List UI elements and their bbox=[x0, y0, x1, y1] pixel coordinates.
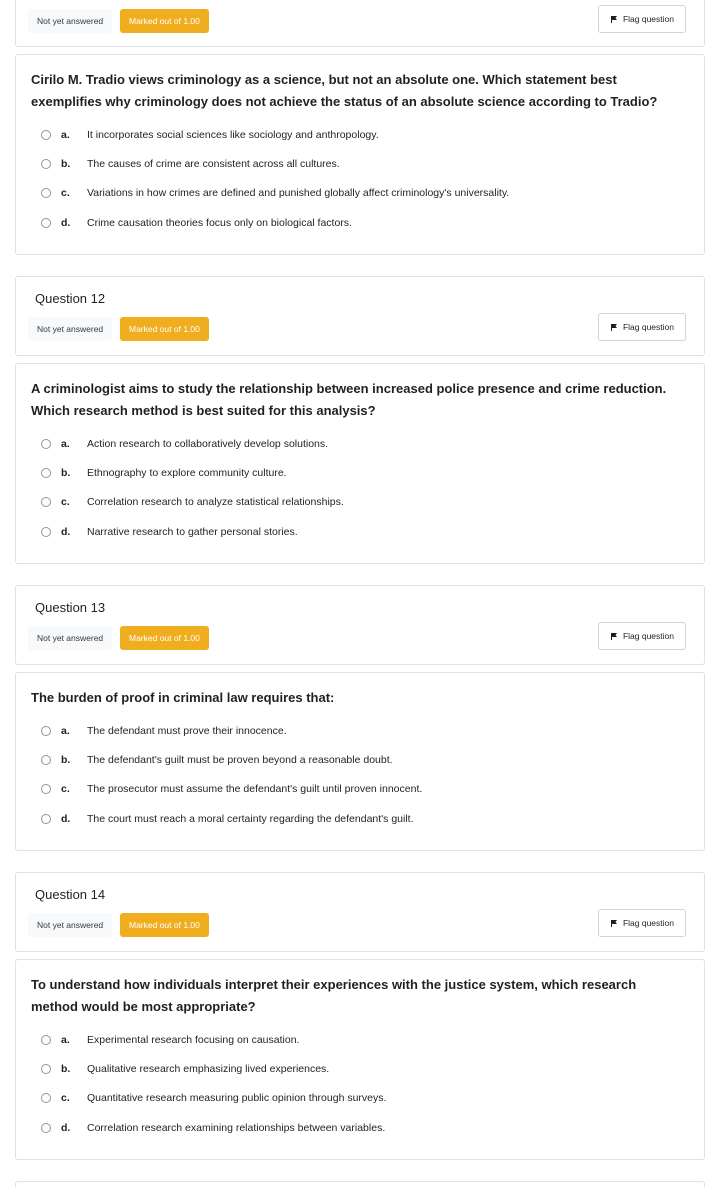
flag-question-label: Flag question bbox=[622, 918, 674, 928]
radio-button[interactable] bbox=[41, 218, 51, 228]
option-text[interactable]: The court must reach a moral certainty regarding the defendant's guilt. bbox=[87, 812, 414, 825]
option-text[interactable]: Correlation research examining relationships between variables. bbox=[87, 1121, 386, 1134]
option-letter: d. bbox=[61, 216, 71, 229]
question-mark-badge: Marked out of 1.00 bbox=[120, 913, 209, 937]
question-content-card bbox=[15, 672, 705, 851]
flag-question-button[interactable] bbox=[598, 313, 686, 341]
answer-options bbox=[41, 716, 686, 833]
answer-option-b[interactable] bbox=[41, 458, 686, 487]
option-text[interactable]: The defendant's guilt must be proven beyond a reasonable doubt. bbox=[87, 753, 393, 766]
question-number: Question 12 bbox=[35, 291, 106, 306]
radio-button[interactable] bbox=[41, 755, 51, 765]
question-number: Question 14 bbox=[35, 887, 106, 902]
option-letter: a. bbox=[61, 128, 70, 141]
radio-button[interactable] bbox=[41, 159, 51, 169]
radio-button[interactable] bbox=[41, 1035, 51, 1045]
flag-icon bbox=[611, 16, 617, 23]
answer-options bbox=[41, 1025, 686, 1142]
radio-button[interactable] bbox=[41, 130, 51, 140]
option-text[interactable]: The prosecutor must assume the defendant's guilt until proven innocent. bbox=[87, 783, 423, 796]
answer-options bbox=[41, 120, 686, 237]
radio-button[interactable] bbox=[41, 1093, 51, 1103]
answer-option-d[interactable] bbox=[41, 208, 686, 237]
answer-option-b[interactable] bbox=[41, 149, 686, 178]
question-text: Cirilo M. Tradio views criminology as a science, but not an absolute one. Which statement best exemplifies why criminology does not achieve the status of an absolute science according to Tradio? bbox=[31, 72, 658, 109]
answer-option-b[interactable] bbox=[41, 745, 686, 774]
flag-question-label: Flag question bbox=[622, 14, 674, 24]
option-letter: d. bbox=[61, 812, 71, 825]
question-content-card bbox=[15, 363, 705, 564]
option-text[interactable]: Action research to collaboratively develop solutions. bbox=[87, 437, 329, 450]
flag-icon bbox=[611, 324, 617, 331]
option-letter: d. bbox=[61, 1121, 71, 1134]
question-content-card bbox=[15, 959, 705, 1160]
question-mark-badge: Marked out of 1.00 bbox=[120, 9, 209, 33]
option-letter: a. bbox=[61, 1033, 70, 1046]
question-state-badge: Not yet answered bbox=[28, 913, 112, 937]
question-state-badge: Not yet answered bbox=[28, 317, 112, 341]
option-letter: c. bbox=[61, 1092, 70, 1105]
answer-option-d[interactable] bbox=[41, 804, 686, 833]
question-content-card bbox=[15, 54, 705, 255]
flag-question-button[interactable] bbox=[598, 622, 686, 650]
option-letter: a. bbox=[61, 724, 70, 737]
option-letter: b. bbox=[61, 157, 71, 170]
answer-option-a[interactable] bbox=[41, 1025, 686, 1054]
radio-button[interactable] bbox=[41, 527, 51, 537]
option-letter: c. bbox=[61, 783, 70, 796]
question-state-badge: Not yet answered bbox=[28, 9, 112, 33]
option-text[interactable]: Crime causation theories focus only on biological factors. bbox=[87, 216, 352, 229]
question-number: Question 13 bbox=[35, 600, 106, 615]
answer-option-a[interactable] bbox=[41, 716, 686, 745]
answer-option-b[interactable] bbox=[41, 1054, 686, 1083]
answer-option-c[interactable] bbox=[41, 1084, 686, 1113]
option-letter: a. bbox=[61, 437, 70, 450]
answer-option-a[interactable] bbox=[41, 120, 686, 149]
question-state-badge: Not yet answered bbox=[28, 626, 112, 650]
answer-option-a[interactable] bbox=[41, 429, 686, 458]
radio-button[interactable] bbox=[41, 726, 51, 736]
option-text[interactable]: Experimental research focusing on causation. bbox=[87, 1033, 300, 1046]
question-info-card bbox=[15, 0, 705, 47]
option-text[interactable]: Correlation research to analyze statistical relationships. bbox=[87, 496, 344, 509]
option-letter: b. bbox=[61, 753, 71, 766]
question-mark-badge: Marked out of 1.00 bbox=[120, 626, 209, 650]
question-text: The burden of proof in criminal law requires that: bbox=[31, 690, 335, 705]
option-text[interactable]: Quantitative research measuring public opinion through surveys. bbox=[87, 1092, 387, 1105]
option-text[interactable]: The defendant must prove their innocence. bbox=[87, 724, 287, 737]
flag-question-label: Flag question bbox=[622, 322, 674, 332]
radio-button[interactable] bbox=[41, 468, 51, 478]
radio-button[interactable] bbox=[41, 439, 51, 449]
question-text: To understand how individuals interpret their experiences with the justice system, which research method would be most appropriate? bbox=[31, 977, 637, 1014]
flag-question-label: Flag question bbox=[622, 631, 674, 641]
question-text: A criminologist aims to study the relationship between increased police presence and crime reduction. Which research method is best suited for this analysis? bbox=[31, 381, 667, 418]
radio-button[interactable] bbox=[41, 188, 51, 198]
option-text[interactable]: Variations in how crimes are defined and punished globally affect criminology's universality. bbox=[87, 187, 510, 200]
answer-option-c[interactable] bbox=[41, 775, 686, 804]
option-text[interactable]: The causes of crime are consistent across all cultures. bbox=[87, 157, 340, 170]
answer-option-d[interactable] bbox=[41, 1113, 686, 1142]
question-info-card bbox=[15, 585, 705, 665]
option-text[interactable]: Ethnography to explore community culture. bbox=[87, 466, 287, 479]
option-letter: c. bbox=[61, 187, 70, 200]
answer-option-c[interactable] bbox=[41, 488, 686, 517]
radio-button[interactable] bbox=[41, 814, 51, 824]
option-text[interactable]: Qualitative research emphasizing lived experiences. bbox=[87, 1062, 330, 1075]
question-mark-badge: Marked out of 1.00 bbox=[120, 317, 209, 341]
answer-option-d[interactable] bbox=[41, 517, 686, 546]
flag-question-button[interactable] bbox=[598, 909, 686, 937]
answer-options bbox=[41, 429, 686, 546]
option-letter: c. bbox=[61, 496, 70, 509]
option-letter: b. bbox=[61, 466, 71, 479]
flag-icon bbox=[611, 633, 617, 640]
question-info-card bbox=[15, 872, 705, 952]
answer-option-c[interactable] bbox=[41, 179, 686, 208]
option-text[interactable]: Narrative research to gather personal stories. bbox=[87, 525, 298, 538]
radio-button[interactable] bbox=[41, 784, 51, 794]
question-info-card bbox=[15, 276, 705, 356]
radio-button[interactable] bbox=[41, 1064, 51, 1074]
radio-button[interactable] bbox=[41, 497, 51, 507]
option-letter: d. bbox=[61, 525, 71, 538]
option-text[interactable]: It incorporates social sciences like sociology and anthropology. bbox=[87, 128, 379, 141]
flag-icon bbox=[611, 920, 617, 927]
question-info-card bbox=[15, 1181, 705, 1187]
radio-button[interactable] bbox=[41, 1123, 51, 1133]
flag-question-button[interactable] bbox=[598, 5, 686, 33]
option-letter: b. bbox=[61, 1062, 71, 1075]
